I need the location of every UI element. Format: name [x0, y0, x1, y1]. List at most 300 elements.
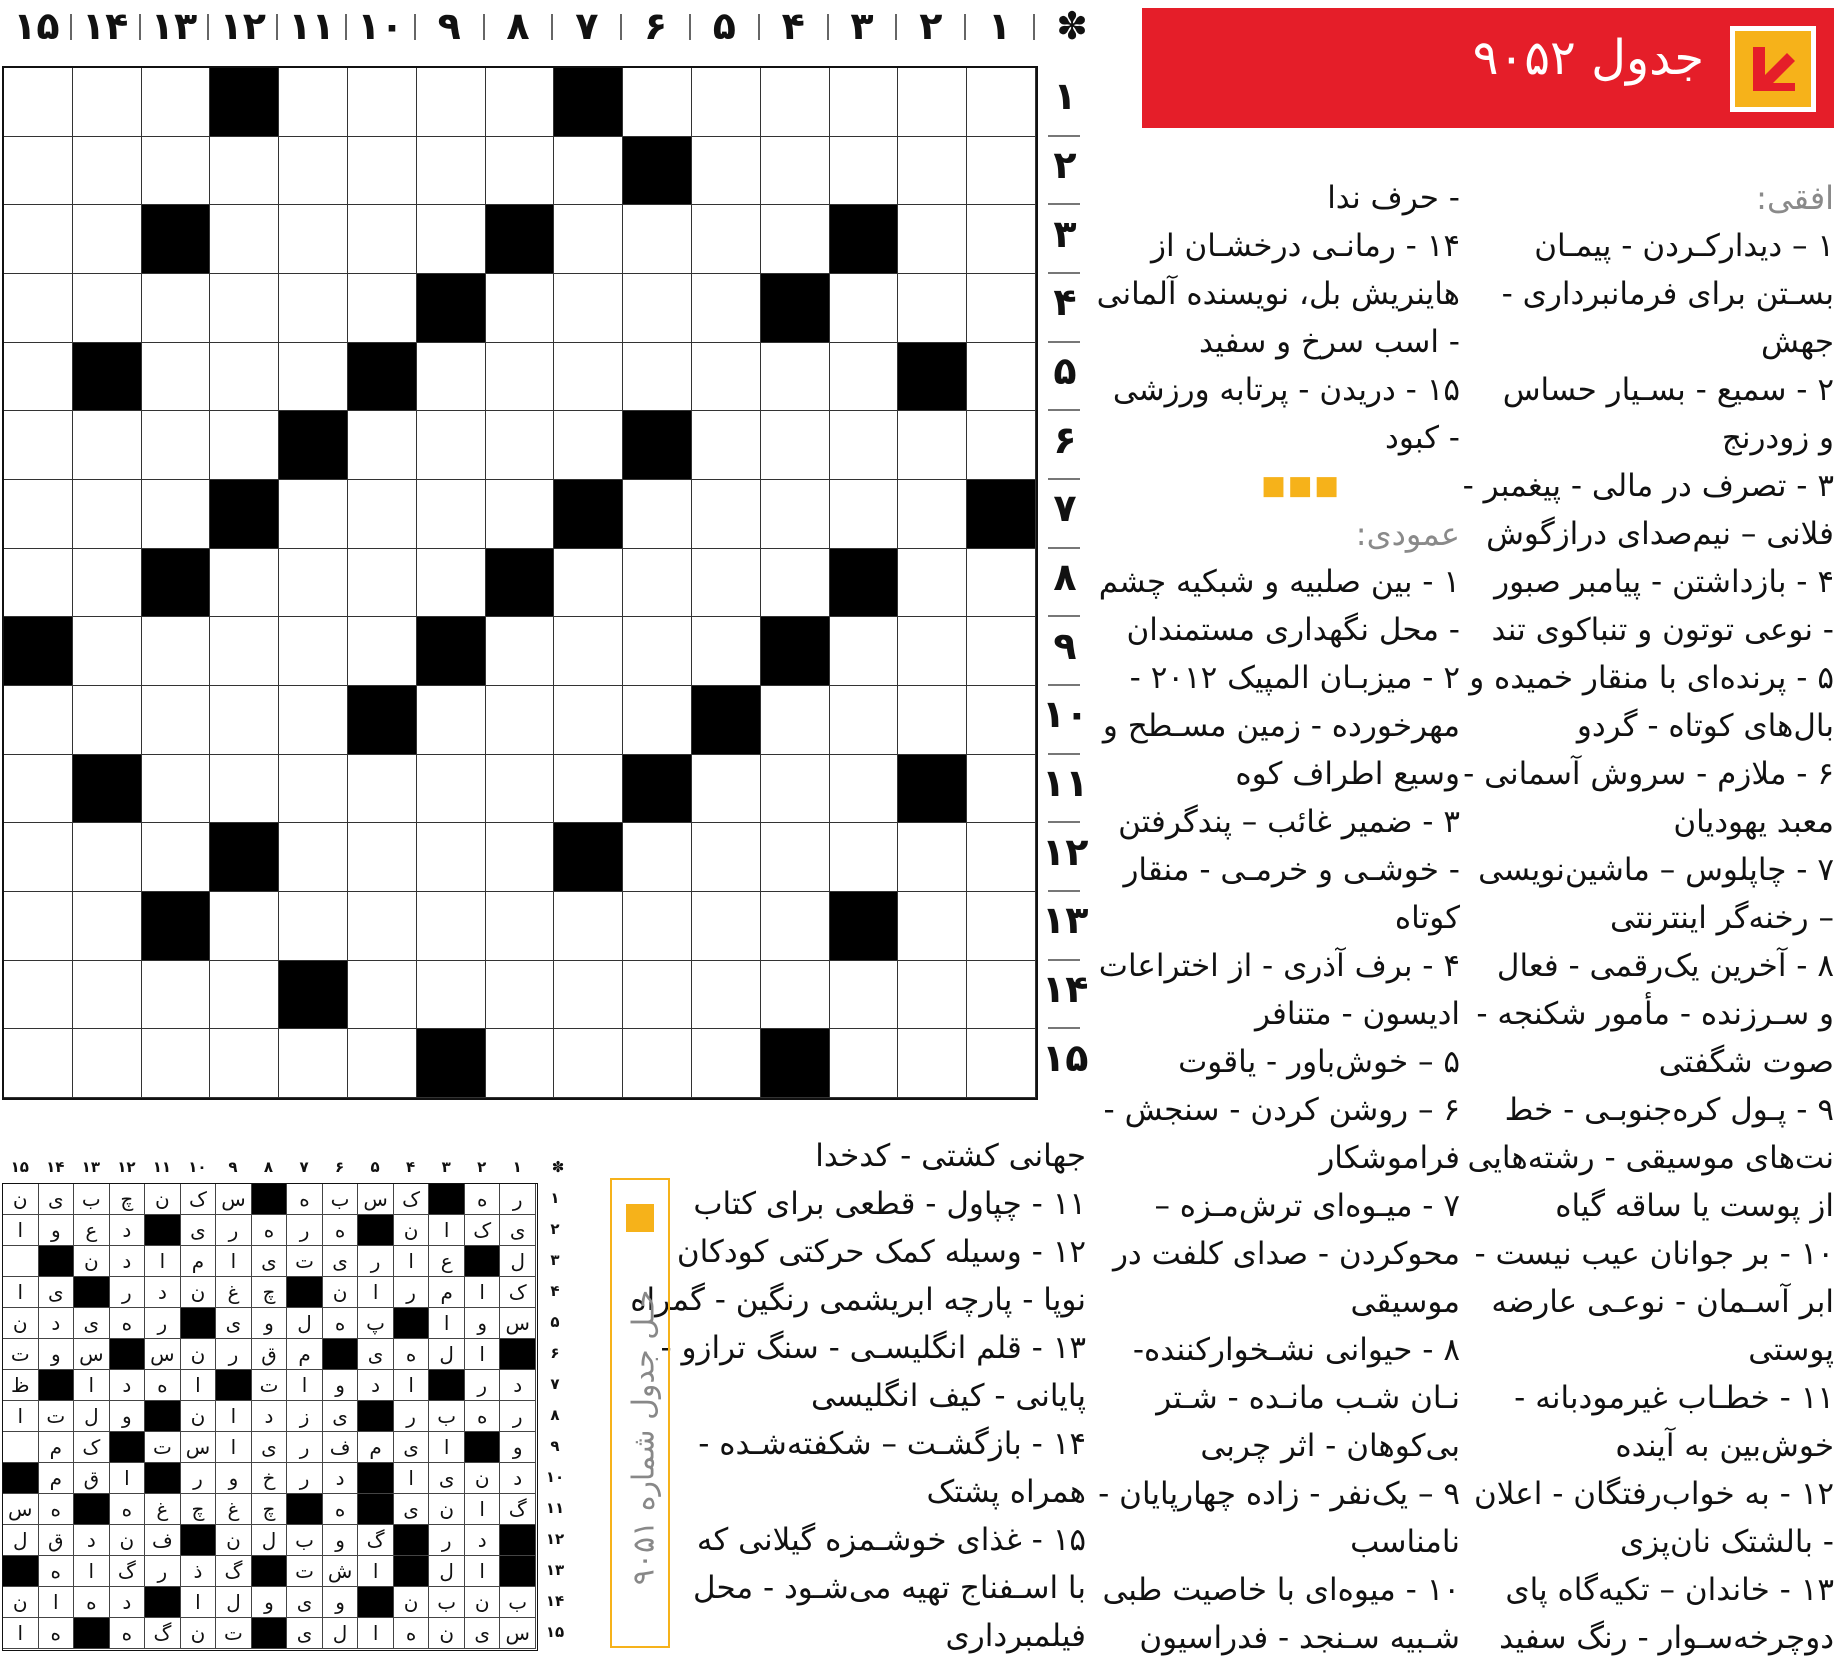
solution-letter: ک — [394, 1184, 430, 1215]
grid-cell[interactable] — [486, 411, 555, 480]
grid-cell[interactable] — [279, 274, 348, 343]
solution-letter: ا — [74, 1556, 110, 1587]
grid-cell[interactable] — [554, 686, 623, 755]
grid-cell[interactable] — [967, 343, 1036, 412]
solution-letter: ن — [3, 1587, 39, 1618]
solution-block-cell — [145, 1401, 181, 1432]
grid-cell[interactable] — [486, 961, 555, 1030]
grid-cell[interactable] — [967, 961, 1036, 1030]
grid-cell[interactable] — [73, 411, 142, 480]
clue-line: پوستی — [1748, 1332, 1834, 1368]
grid-cell[interactable] — [761, 892, 830, 961]
grid-cell[interactable] — [761, 686, 830, 755]
clue-line: خوش‌بین به آینده — [1615, 1428, 1834, 1464]
solution-letter: ه — [110, 1618, 146, 1649]
grid-cell[interactable] — [898, 68, 967, 137]
grid-cell[interactable] — [279, 755, 348, 824]
grid-cell[interactable] — [692, 961, 761, 1030]
solution-letter: ق — [74, 1463, 110, 1494]
grid-cell[interactable] — [898, 137, 967, 206]
grid-cell[interactable] — [692, 617, 761, 686]
grid-cell[interactable] — [417, 755, 486, 824]
grid-cell[interactable] — [4, 755, 73, 824]
row-separator — [1048, 272, 1080, 274]
grid-cell[interactable] — [692, 205, 761, 274]
grid-cell[interactable] — [898, 892, 967, 961]
grid-cell[interactable] — [486, 686, 555, 755]
clue-line: وسیع اطراف کوه — [1235, 756, 1460, 792]
grid-cell[interactable] — [210, 961, 279, 1030]
grid-cell[interactable] — [417, 961, 486, 1030]
grid-cell[interactable] — [486, 617, 555, 686]
clue-line: ۳ - تصرف در مالی - پیغمبر - — [1462, 468, 1834, 504]
grid-cell[interactable] — [623, 549, 692, 618]
grid-cell[interactable] — [73, 137, 142, 206]
grid-cell[interactable] — [142, 68, 211, 137]
solution-block-cell — [181, 1525, 217, 1556]
grid-cell[interactable] — [348, 755, 417, 824]
solution-block-cell — [39, 1246, 75, 1277]
grid-cell[interactable] — [623, 686, 692, 755]
solution-letter: ر — [394, 1401, 430, 1432]
grid-cell[interactable] — [761, 411, 830, 480]
grid-cell[interactable] — [142, 961, 211, 1030]
grid-cell[interactable] — [142, 137, 211, 206]
clue-line: ۱۱ - خطـاب غیرمودبانه - — [1514, 1380, 1834, 1416]
grid-cell[interactable] — [967, 205, 1036, 274]
grid-cell[interactable] — [210, 617, 279, 686]
row-number: ۱۴ — [1042, 967, 1089, 1011]
grid-cell[interactable] — [142, 617, 211, 686]
grid-cell[interactable] — [348, 1029, 417, 1098]
grid-cell[interactable] — [554, 961, 623, 1030]
grid-cell[interactable] — [554, 617, 623, 686]
solution-letter: ه — [110, 1494, 146, 1525]
grid-cell[interactable] — [4, 1029, 73, 1098]
solution-letter: گ — [110, 1556, 146, 1587]
grid-cell[interactable] — [73, 686, 142, 755]
grid-cell[interactable] — [348, 617, 417, 686]
solution-letter: و — [500, 1432, 536, 1463]
grid-cell[interactable] — [486, 137, 555, 206]
grid-cell[interactable] — [830, 343, 899, 412]
grid-cell[interactable] — [486, 68, 555, 137]
column-separator — [895, 14, 897, 40]
clue-line: ۸ - آخرین یک‌رقمی - فعال — [1496, 948, 1834, 984]
grid-cell[interactable] — [417, 137, 486, 206]
grid-cell[interactable] — [279, 549, 348, 618]
solution-letter: ع — [74, 1215, 110, 1246]
grid-cell[interactable] — [73, 1029, 142, 1098]
column-number: ۴ — [781, 4, 805, 48]
grid-cell[interactable] — [4, 549, 73, 618]
clue-line: ۱۳ - قلم انگلیسـی - سنگ ترازو - — [660, 1330, 1086, 1366]
grid-cell[interactable] — [348, 205, 417, 274]
clue-line: بسـتن برای فرمانبرداری - — [1501, 276, 1834, 312]
clue-line: ۱۰ - بر جوانان عیب نیست - — [1474, 1236, 1834, 1272]
row-number: ۷ — [1053, 486, 1077, 531]
solution-column-number: ۱۱ — [152, 1158, 172, 1176]
grid-cell[interactable] — [210, 411, 279, 480]
grid-cell[interactable] — [417, 823, 486, 892]
grid-cell[interactable] — [898, 274, 967, 343]
grid-cell[interactable] — [417, 205, 486, 274]
title-banner — [1142, 8, 1834, 128]
grid-cell[interactable] — [692, 549, 761, 618]
grid-cell[interactable] — [623, 274, 692, 343]
grid-cell[interactable] — [73, 617, 142, 686]
solution-letter: ی — [252, 1246, 288, 1277]
grid-cell[interactable] — [554, 549, 623, 618]
grid-cell[interactable] — [73, 274, 142, 343]
grid-cell[interactable] — [142, 686, 211, 755]
grid-cell[interactable] — [898, 1029, 967, 1098]
clue-line: ۲ - میزبـان المپیک ۲۰۱۲ - — [1129, 660, 1460, 696]
grid-cell[interactable] — [692, 755, 761, 824]
grid-cell[interactable] — [348, 411, 417, 480]
grid-cell[interactable] — [623, 343, 692, 412]
grid-cell[interactable] — [692, 68, 761, 137]
grid-cell[interactable] — [967, 137, 1036, 206]
clue-line: ۴ - برف آذری - از اختراعات — [1098, 948, 1460, 984]
solution-letter: ا — [3, 1215, 39, 1246]
clue-line: ۱۵ - دریدن - پرتابه ورزشی — [1112, 372, 1460, 408]
row-number: ۱ — [1053, 74, 1077, 119]
grid-block-cell — [73, 343, 142, 412]
solution-row-number: ۶ — [550, 1344, 560, 1362]
grid-cell[interactable] — [142, 823, 211, 892]
solution-letter: ق — [39, 1525, 75, 1556]
solution-row-number: ۱۵ — [545, 1623, 565, 1641]
grid-cell[interactable] — [279, 686, 348, 755]
grid-cell[interactable] — [898, 961, 967, 1030]
grid-cell[interactable] — [210, 137, 279, 206]
grid-cell[interactable] — [623, 68, 692, 137]
solution-letter: ب — [74, 1184, 110, 1215]
clue-line: و سـرزنده - مأمور شکنجه - — [1476, 996, 1834, 1032]
grid-cell[interactable] — [761, 961, 830, 1030]
grid-cell[interactable] — [830, 411, 899, 480]
grid-block-cell — [73, 755, 142, 824]
grid-cell[interactable] — [761, 137, 830, 206]
grid-cell[interactable] — [967, 823, 1036, 892]
grid-cell[interactable] — [417, 892, 486, 961]
grid-cell[interactable] — [4, 686, 73, 755]
grid-cell[interactable] — [4, 892, 73, 961]
grid-cell[interactable] — [967, 892, 1036, 961]
solution-letter: د — [145, 1277, 181, 1308]
grid-cell[interactable] — [486, 343, 555, 412]
solution-row-number: ۱۳ — [545, 1561, 565, 1579]
clue-line: - خوشـی و خرمـی - منقار — [1123, 852, 1460, 888]
grid-cell[interactable] — [761, 823, 830, 892]
clue-line: نوپا - پارچه ابریشمی رنگین - گمراه — [630, 1282, 1086, 1318]
grid-cell[interactable] — [348, 961, 417, 1030]
grid-cell[interactable] — [486, 755, 555, 824]
solution-letter: ه — [465, 1401, 501, 1432]
solution-letter: ت — [39, 1401, 75, 1432]
grid-cell[interactable] — [210, 205, 279, 274]
grid-cell[interactable] — [554, 343, 623, 412]
solution-letter: ه — [394, 1618, 430, 1649]
grid-cell[interactable] — [4, 274, 73, 343]
grid-cell[interactable] — [967, 68, 1036, 137]
clue-line: ۱۱ - چپاول - قطعی برای کتاب — [693, 1186, 1086, 1222]
grid-cell[interactable] — [623, 205, 692, 274]
grid-cell[interactable] — [554, 1029, 623, 1098]
grid-cell[interactable] — [279, 137, 348, 206]
grid-cell[interactable] — [692, 274, 761, 343]
solution-letter: ه — [394, 1339, 430, 1370]
grid-cell[interactable] — [830, 961, 899, 1030]
solution-letter: ه — [39, 1494, 75, 1525]
solution-letter: و — [110, 1401, 146, 1432]
grid-cell[interactable] — [830, 755, 899, 824]
grid-cell[interactable] — [554, 274, 623, 343]
row-number: ۵ — [1053, 349, 1077, 393]
grid-cell[interactable] — [898, 686, 967, 755]
grid-cell[interactable] — [279, 617, 348, 686]
solution-letter: ب — [287, 1525, 323, 1556]
grid-cell[interactable] — [898, 823, 967, 892]
grid-cell[interactable] — [486, 892, 555, 961]
grid-cell[interactable] — [554, 892, 623, 961]
grid-cell[interactable] — [692, 823, 761, 892]
solution-block-cell — [74, 1277, 110, 1308]
grid-block-cell — [898, 755, 967, 824]
grid-cell[interactable] — [967, 617, 1036, 686]
grid-cell[interactable] — [554, 137, 623, 206]
grid-cell[interactable] — [4, 480, 73, 549]
section-divider: ■■■ — [1261, 471, 1341, 501]
grid-cell[interactable] — [554, 411, 623, 480]
solution-letter: ا — [110, 1463, 146, 1494]
grid-cell[interactable] — [898, 205, 967, 274]
grid-cell[interactable] — [898, 549, 967, 618]
row-separator — [1048, 821, 1080, 823]
solution-letter: ی — [323, 1246, 359, 1277]
column-separator — [483, 14, 485, 40]
grid-cell[interactable] — [692, 1029, 761, 1098]
solution-letter: ن — [323, 1277, 359, 1308]
grid-cell[interactable] — [761, 205, 830, 274]
crossword-grid — [2, 66, 1038, 1100]
grid-cell[interactable] — [692, 892, 761, 961]
grid-cell[interactable] — [692, 137, 761, 206]
grid-block-cell — [417, 274, 486, 343]
grid-cell[interactable] — [73, 68, 142, 137]
solution-letter: ی — [287, 1587, 323, 1618]
grid-cell[interactable] — [692, 411, 761, 480]
grid-cell[interactable] — [210, 686, 279, 755]
grid-cell[interactable] — [142, 1029, 211, 1098]
grid-cell[interactable] — [830, 68, 899, 137]
clue-line: شـبیه سـنجد - فدراسیون — [1139, 1620, 1460, 1656]
grid-cell[interactable] — [73, 205, 142, 274]
grid-cell[interactable] — [348, 137, 417, 206]
grid-cell[interactable] — [967, 1029, 1036, 1098]
grid-cell[interactable] — [348, 480, 417, 549]
grid-cell[interactable] — [4, 343, 73, 412]
grid-cell[interactable] — [761, 343, 830, 412]
grid-cell[interactable] — [348, 823, 417, 892]
grid-cell[interactable] — [623, 480, 692, 549]
puzzle-title: جدول ۹۰۵۲ — [1472, 30, 1704, 86]
solution-column-number: ۱۲ — [117, 1158, 136, 1176]
grid-cell[interactable] — [623, 892, 692, 961]
grid-cell[interactable] — [279, 1029, 348, 1098]
grid-cell[interactable] — [417, 686, 486, 755]
grid-cell[interactable] — [623, 617, 692, 686]
grid-cell[interactable] — [417, 549, 486, 618]
solution-letter: س — [3, 1494, 39, 1525]
grid-cell[interactable] — [348, 892, 417, 961]
solution-letter: د — [110, 1215, 146, 1246]
solution-row-number: ۱۰ — [545, 1468, 565, 1486]
grid-cell[interactable] — [210, 343, 279, 412]
grid-cell[interactable] — [830, 617, 899, 686]
solution-letter: ه — [323, 1215, 359, 1246]
grid-cell[interactable] — [210, 755, 279, 824]
grid-cell[interactable] — [348, 274, 417, 343]
solution-letter: د — [39, 1308, 75, 1339]
grid-cell[interactable] — [554, 205, 623, 274]
grid-cell[interactable] — [761, 480, 830, 549]
grid-cell[interactable] — [279, 205, 348, 274]
solution-block-cell — [181, 1308, 217, 1339]
grid-cell[interactable] — [417, 480, 486, 549]
grid-cell[interactable] — [142, 343, 211, 412]
grid-block-cell — [830, 205, 899, 274]
solution-letter: ا — [287, 1370, 323, 1401]
grid-cell[interactable] — [623, 823, 692, 892]
grid-cell[interactable] — [692, 343, 761, 412]
row-number: ۱۱ — [1042, 761, 1089, 805]
grid-cell[interactable] — [348, 549, 417, 618]
solution-letter: ا — [181, 1370, 217, 1401]
grid-cell[interactable] — [486, 823, 555, 892]
grid-cell[interactable] — [142, 755, 211, 824]
grid-cell[interactable] — [623, 1029, 692, 1098]
column-separator — [964, 14, 966, 40]
grid-cell[interactable] — [73, 961, 142, 1030]
clue-line: - بالشتک نان‌پزی — [1619, 1524, 1834, 1560]
solution-letter: ن — [465, 1587, 501, 1618]
grid-cell[interactable] — [4, 205, 73, 274]
grid-cell[interactable] — [967, 755, 1036, 824]
grid-cell[interactable] — [73, 892, 142, 961]
grid-cell[interactable] — [967, 549, 1036, 618]
grid-cell[interactable] — [73, 549, 142, 618]
solution-block-cell — [429, 1184, 465, 1215]
grid-cell[interactable] — [486, 480, 555, 549]
grid-cell[interactable] — [830, 686, 899, 755]
grid-cell[interactable] — [279, 823, 348, 892]
grid-cell[interactable] — [417, 68, 486, 137]
solution-letter: ر — [358, 1246, 394, 1277]
solution-block-cell — [3, 1463, 39, 1494]
grid-cell[interactable] — [210, 549, 279, 618]
grid-cell[interactable] — [623, 961, 692, 1030]
grid-block-cell — [486, 205, 555, 274]
grid-cell[interactable] — [554, 755, 623, 824]
grid-cell[interactable] — [967, 274, 1036, 343]
grid-cell[interactable] — [761, 549, 830, 618]
grid-block-cell — [830, 549, 899, 618]
grid-block-cell — [898, 343, 967, 412]
solution-column-number: ۱ — [512, 1158, 522, 1176]
grid-cell[interactable] — [210, 1029, 279, 1098]
grid-cell[interactable] — [73, 823, 142, 892]
column-number-header — [0, 0, 1100, 52]
grid-cell[interactable] — [142, 411, 211, 480]
solution-letter: ی — [39, 1184, 75, 1215]
solution-letter: ن — [429, 1494, 465, 1525]
clue-line: فراموشکار — [1319, 1140, 1460, 1176]
solution-letter: گ — [500, 1494, 536, 1525]
grid-cell[interactable] — [4, 823, 73, 892]
grid-cell[interactable] — [279, 480, 348, 549]
grid-cell[interactable] — [830, 1029, 899, 1098]
grid-cell[interactable] — [4, 137, 73, 206]
grid-cell[interactable] — [830, 137, 899, 206]
solution-row-number: ۸ — [550, 1406, 560, 1424]
grid-cell[interactable] — [967, 686, 1036, 755]
solution-letter: ل — [429, 1339, 465, 1370]
solution-letter: ی — [500, 1215, 536, 1246]
grid-cell[interactable] — [348, 68, 417, 137]
grid-cell[interactable] — [486, 274, 555, 343]
grid-cell[interactable] — [692, 480, 761, 549]
grid-cell[interactable] — [761, 68, 830, 137]
grid-cell[interactable] — [4, 411, 73, 480]
grid-cell[interactable] — [830, 274, 899, 343]
grid-cell[interactable] — [898, 617, 967, 686]
row-number: ۱۰ — [1042, 692, 1089, 737]
solution-letter: ا — [3, 1277, 39, 1308]
grid-cell[interactable] — [279, 343, 348, 412]
row-separator — [1048, 959, 1080, 961]
grid-cell[interactable] — [830, 480, 899, 549]
grid-cell[interactable] — [4, 68, 73, 137]
grid-cell[interactable] — [279, 68, 348, 137]
grid-cell[interactable] — [142, 274, 211, 343]
grid-cell[interactable] — [967, 411, 1036, 480]
grid-cell[interactable] — [210, 892, 279, 961]
grid-cell[interactable] — [73, 480, 142, 549]
grid-cell[interactable] — [279, 892, 348, 961]
grid-cell[interactable] — [4, 961, 73, 1030]
solution-letter: ا — [3, 1618, 39, 1649]
grid-cell[interactable] — [142, 480, 211, 549]
column-number: ۷ — [575, 4, 599, 48]
solution-letter: ا — [358, 1556, 394, 1587]
grid-cell[interactable] — [486, 1029, 555, 1098]
solution-letter: و — [216, 1463, 252, 1494]
grid-cell[interactable] — [830, 823, 899, 892]
grid-cell[interactable] — [898, 411, 967, 480]
solution-block-cell — [465, 1246, 501, 1277]
solution-letter: ت — [287, 1556, 323, 1587]
solution-letter: و — [465, 1308, 501, 1339]
clue-line: - کبود — [1385, 420, 1460, 456]
grid-cell[interactable] — [417, 411, 486, 480]
grid-cell[interactable] — [761, 755, 830, 824]
grid-cell[interactable] — [210, 274, 279, 343]
grid-cell[interactable] — [898, 480, 967, 549]
column-separator — [551, 14, 553, 40]
grid-cell[interactable] — [417, 343, 486, 412]
